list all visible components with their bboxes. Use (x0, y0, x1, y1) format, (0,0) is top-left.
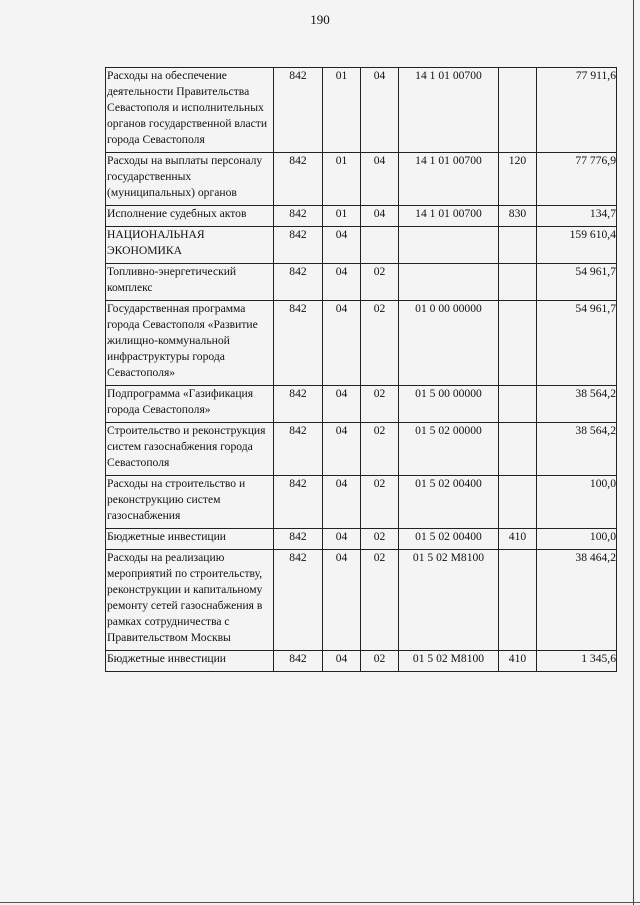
department-code-cell: 842 (274, 423, 323, 476)
expense-type-cell (499, 68, 537, 153)
department-code-cell: 842 (274, 68, 323, 153)
expense-name-cell: Бюджетные инвестиции (106, 529, 274, 550)
department-code-cell: 842 (274, 227, 323, 264)
expense-name-cell: Расходы на строительство и реконструкцию систем газоснабжения (106, 476, 274, 529)
section-code-cell: 04 (323, 651, 361, 672)
section-code-cell: 04 (323, 529, 361, 550)
target-article-cell: 14 1 01 00700 (399, 153, 499, 206)
target-article-cell: 01 0 00 00000 (399, 301, 499, 386)
section-code-cell: 04 (323, 227, 361, 264)
subsection-code-cell: 04 (361, 68, 399, 153)
expense-name-cell: Расходы на выплаты персоналу государственных (муниципальных) органов (106, 153, 274, 206)
expense-type-cell (499, 386, 537, 423)
target-article-cell: 14 1 01 00700 (399, 68, 499, 153)
amount-cell: 134,7 (537, 206, 617, 227)
expense-name-cell: Топливно-энергетический комплекс (106, 264, 274, 301)
target-article-cell (399, 264, 499, 301)
amount-cell: 38 464,2 (537, 550, 617, 651)
table-row (106, 550, 617, 651)
section-code-cell: 04 (323, 550, 361, 651)
target-article-cell: 01 5 02 00400 (399, 529, 499, 550)
budget-table-body (106, 68, 617, 672)
expense-name-cell: Подпрограмма «Газификация города Севастополя» (106, 386, 274, 423)
subsection-code-cell: 04 (361, 153, 399, 206)
table-row (106, 529, 617, 550)
table-row (106, 651, 617, 672)
expense-type-cell: 830 (499, 206, 537, 227)
page-number: 190 (310, 12, 330, 27)
target-article-cell: 01 5 02 M8100 (399, 550, 499, 651)
department-code-cell: 842 (274, 301, 323, 386)
expense-name-cell: НАЦИОНАЛЬНАЯ ЭКОНОМИКА (106, 227, 274, 264)
amount-cell: 100,0 (537, 529, 617, 550)
table-row (106, 153, 617, 206)
amount-cell: 77 911,6 (537, 68, 617, 153)
expense-type-cell (499, 264, 537, 301)
target-article-cell (399, 227, 499, 264)
section-code-cell: 01 (323, 153, 361, 206)
section-code-cell: 04 (323, 264, 361, 301)
expense-type-cell (499, 423, 537, 476)
table-row (106, 227, 617, 264)
expense-type-cell (499, 301, 537, 386)
subsection-code-cell: 04 (361, 206, 399, 227)
target-article-cell: 14 1 01 00700 (399, 206, 499, 227)
target-article-cell: 01 5 02 00400 (399, 476, 499, 529)
subsection-code-cell: 02 (361, 264, 399, 301)
budget-table (105, 67, 617, 672)
expense-name-cell: Бюджетные инвестиции (106, 651, 274, 672)
expense-name-cell: Расходы на реализацию мероприятий по строительству, реконструкции и капитальному ремонту сетей газоснабжения в рамках сотрудничества с Правительством Москвы (106, 550, 274, 651)
expense-type-cell: 410 (499, 651, 537, 672)
department-code-cell: 842 (274, 476, 323, 529)
table-row (106, 386, 617, 423)
expense-name-cell: Исполнение судебных актов (106, 206, 274, 227)
target-article-cell: 01 5 00 00000 (399, 386, 499, 423)
subsection-code-cell: 02 (361, 550, 399, 651)
subsection-code-cell (361, 227, 399, 264)
expense-name-cell: Строительство и реконструкция систем газоснабжения города Севастополя (106, 423, 274, 476)
expense-type-cell: 120 (499, 153, 537, 206)
subsection-code-cell: 02 (361, 651, 399, 672)
target-article-cell: 01 5 02 M8100 (399, 651, 499, 672)
expense-name-cell: Расходы на обеспечение деятельности Правительства Севастополя и исполнительных органов государственной власти города Севастополя (106, 68, 274, 153)
department-code-cell: 842 (274, 264, 323, 301)
section-code-cell: 04 (323, 386, 361, 423)
subsection-code-cell: 02 (361, 301, 399, 386)
table-row (106, 476, 617, 529)
section-code-cell: 01 (323, 206, 361, 227)
amount-cell: 1 345,6 (537, 651, 617, 672)
table-row (106, 68, 617, 153)
table-row (106, 301, 617, 386)
amount-cell: 100,0 (537, 476, 617, 529)
amount-cell: 159 610,4 (537, 227, 617, 264)
amount-cell: 38 564,2 (537, 386, 617, 423)
expense-type-cell: 410 (499, 529, 537, 550)
scan-edge (633, 0, 634, 905)
expense-name-cell: Государственная программа города Севастополя «Развитие жилищно-коммунальной инфраструктуры города Севастополя» (106, 301, 274, 386)
subsection-code-cell: 02 (361, 423, 399, 476)
expense-type-cell (499, 476, 537, 529)
department-code-cell: 842 (274, 206, 323, 227)
target-article-cell: 01 5 02 00000 (399, 423, 499, 476)
amount-cell: 38 564,2 (537, 423, 617, 476)
subsection-code-cell: 02 (361, 529, 399, 550)
department-code-cell: 842 (274, 550, 323, 651)
table-row (106, 264, 617, 301)
amount-cell: 77 776,9 (537, 153, 617, 206)
section-code-cell: 01 (323, 68, 361, 153)
subsection-code-cell: 02 (361, 386, 399, 423)
department-code-cell: 842 (274, 651, 323, 672)
expense-type-cell (499, 227, 537, 264)
amount-cell: 54 961,7 (537, 301, 617, 386)
scan-edge (0, 902, 640, 903)
table-row (106, 423, 617, 476)
section-code-cell: 04 (323, 476, 361, 529)
expense-type-cell (499, 550, 537, 651)
department-code-cell: 842 (274, 153, 323, 206)
department-code-cell: 842 (274, 529, 323, 550)
section-code-cell: 04 (323, 301, 361, 386)
table-row (106, 206, 617, 227)
amount-cell: 54 961,7 (537, 264, 617, 301)
department-code-cell: 842 (274, 386, 323, 423)
section-code-cell: 04 (323, 423, 361, 476)
subsection-code-cell: 02 (361, 476, 399, 529)
